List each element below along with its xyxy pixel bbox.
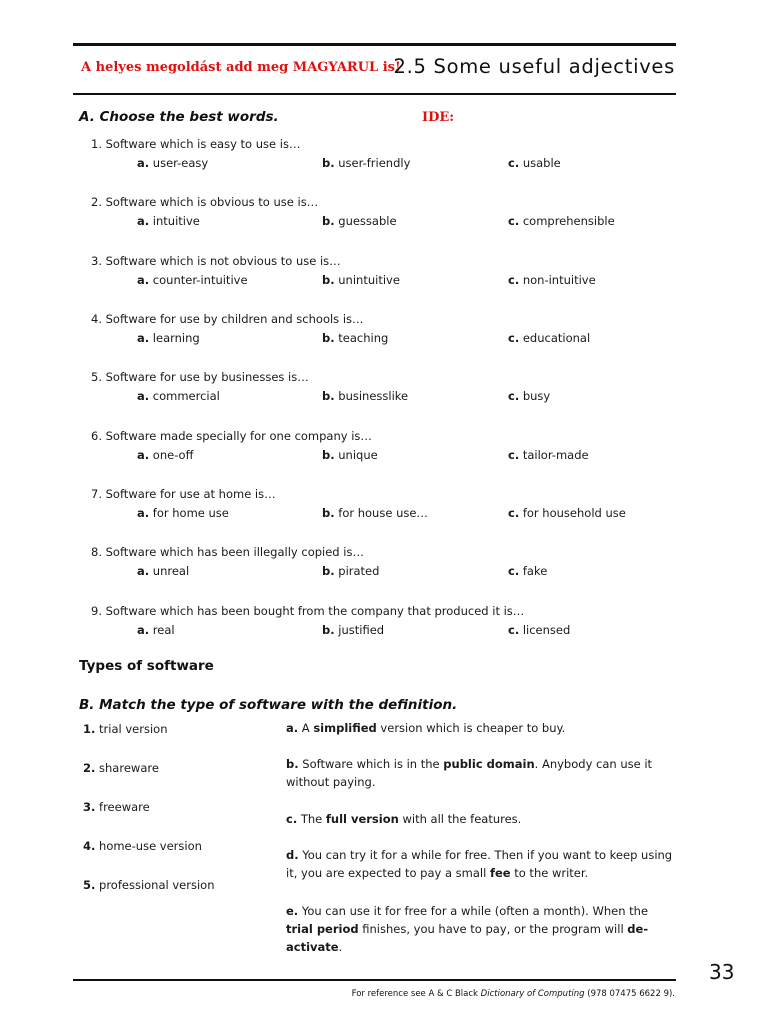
option-letter: c. <box>508 214 520 228</box>
term-number: 5. <box>83 878 96 892</box>
ref-prefix: For reference see A & C Black <box>351 989 481 999</box>
software-type-item <box>83 800 150 814</box>
question-stem: 2. Software which is obvious to use is… <box>91 195 319 209</box>
answer-option <box>508 331 590 345</box>
option-text: for home use <box>152 506 229 520</box>
footer-reference <box>352 989 675 999</box>
answer-option <box>322 564 379 578</box>
ref-suffix: (978 07475 6622 9). <box>584 989 675 999</box>
option-letter: b. <box>322 389 335 403</box>
option-text: intuitive <box>152 214 200 228</box>
term-text: shareware <box>99 761 159 775</box>
definition-text: . <box>338 940 343 954</box>
option-text: licensed <box>522 623 571 637</box>
term-number: 2. <box>83 761 96 775</box>
definition-text: You can use it for free for a while (often a month). When the <box>301 904 649 918</box>
option-letter: a. <box>137 156 150 170</box>
option-text: learning <box>152 331 200 345</box>
answer-option <box>322 156 410 170</box>
option-text: for house use… <box>338 506 428 520</box>
definition-text: Software which is in the <box>302 757 444 771</box>
option-text: unintuitive <box>338 273 400 287</box>
definition-item <box>286 755 678 791</box>
answer-option <box>508 564 547 578</box>
definition-item <box>286 719 678 737</box>
option-letter: a. <box>137 623 150 637</box>
definition-letter: e. <box>286 904 299 918</box>
definition-keyword: public domain <box>443 757 535 771</box>
option-letter: a. <box>137 506 150 520</box>
term-text: trial version <box>99 722 168 736</box>
option-letter: c. <box>508 506 520 520</box>
footer-rule <box>73 979 676 981</box>
software-type-item <box>83 722 167 736</box>
option-text: pirated <box>338 564 380 578</box>
answer-option <box>322 506 428 520</box>
section-a-heading: A. Choose the best words. <box>79 109 279 125</box>
option-text: teaching <box>338 331 389 345</box>
option-letter: b. <box>322 448 335 462</box>
definition-keyword: simplified <box>313 721 377 735</box>
term-text: freeware <box>99 800 150 814</box>
definition-keyword: trial period <box>286 922 359 936</box>
software-type-item <box>83 839 202 853</box>
hungarian-instruction: A helyes megoldást add meg MAGYARUL is! <box>81 60 401 75</box>
option-text: businesslike <box>338 389 409 403</box>
section-b-heading: B. Match the type of software with the definition. <box>79 697 458 713</box>
option-text: unique <box>338 448 378 462</box>
software-type-item <box>83 761 159 775</box>
option-text: commercial <box>152 389 220 403</box>
option-text: justified <box>338 623 385 637</box>
definition-text: . Anybody can use it without paying. <box>286 757 653 789</box>
option-letter: a. <box>137 448 150 462</box>
definition-item <box>286 902 678 956</box>
answer-option <box>322 623 384 637</box>
option-letter: b. <box>322 623 335 637</box>
term-text: professional version <box>99 878 215 892</box>
answer-option <box>137 623 175 637</box>
top-rule <box>73 43 676 46</box>
term-number: 1. <box>83 722 96 736</box>
answer-option <box>322 389 408 403</box>
definition-keyword: full version <box>325 812 399 826</box>
answer-option <box>322 331 388 345</box>
answer-option <box>508 506 626 520</box>
answer-option <box>137 273 248 287</box>
definition-letter: c. <box>286 812 298 826</box>
answer-option <box>322 214 397 228</box>
answer-option <box>137 331 200 345</box>
definition-keyword: de-activate <box>286 922 649 954</box>
definition-text: A <box>301 721 314 735</box>
option-letter: b. <box>322 273 335 287</box>
page-number: 33 <box>709 960 735 984</box>
option-letter: a. <box>137 389 150 403</box>
answer-option <box>137 506 229 520</box>
software-type-item <box>83 878 215 892</box>
option-text: usable <box>522 156 561 170</box>
term-text: home-use version <box>99 839 202 853</box>
option-text: real <box>152 623 175 637</box>
answer-option <box>137 564 189 578</box>
definition-item <box>286 846 678 882</box>
option-letter: c. <box>508 448 520 462</box>
option-text: comprehensible <box>522 214 615 228</box>
header-rule <box>73 93 676 95</box>
ref-title: Dictionary of Computing <box>480 989 585 999</box>
term-number: 4. <box>83 839 96 853</box>
definition-text: with all the features. <box>398 812 522 826</box>
answer-option <box>137 156 208 170</box>
answer-option <box>137 448 194 462</box>
question-stem: 9. Software which has been bought from the company that produced it is… <box>91 604 525 618</box>
option-text: one-off <box>152 448 194 462</box>
answer-option <box>137 214 200 228</box>
question-stem: 4. Software for use by children and schools is… <box>91 312 364 326</box>
answer-option <box>322 448 378 462</box>
definition-letter: a. <box>286 721 299 735</box>
option-letter: a. <box>137 564 150 578</box>
option-text: unreal <box>152 564 190 578</box>
option-text: busy <box>522 389 551 403</box>
definition-text: The <box>300 812 326 826</box>
option-text: fake <box>522 564 548 578</box>
answer-option <box>137 389 220 403</box>
answer-option <box>508 623 570 637</box>
option-text: educational <box>522 331 591 345</box>
option-letter: b. <box>322 564 335 578</box>
option-text: guessable <box>338 214 397 228</box>
option-letter: b. <box>322 506 335 520</box>
question-stem: 8. Software which has been illegally copied is… <box>91 545 364 559</box>
answer-option <box>508 448 589 462</box>
option-letter: c. <box>508 156 520 170</box>
answer-option <box>508 389 550 403</box>
option-letter: b. <box>322 156 335 170</box>
option-text: non-intuitive <box>522 273 596 287</box>
types-heading: Types of software <box>79 658 214 674</box>
option-text: user-easy <box>152 156 209 170</box>
option-letter: b. <box>322 331 335 345</box>
answer-option <box>508 156 561 170</box>
option-letter: a. <box>137 214 150 228</box>
term-number: 3. <box>83 800 96 814</box>
option-letter: a. <box>137 331 150 345</box>
definition-text: version which is cheaper to buy. <box>376 721 566 735</box>
definition-text: finishes, you have to pay, or the program will <box>358 922 628 936</box>
option-letter: c. <box>508 564 520 578</box>
option-letter: c. <box>508 389 520 403</box>
unit-title: 2.5 Some useful adjectives <box>393 55 675 78</box>
option-letter: c. <box>508 273 520 287</box>
definition-item <box>286 810 678 828</box>
question-stem: 1. Software which is easy to use is… <box>91 137 301 151</box>
definition-letter: d. <box>286 848 299 862</box>
option-text: for household use <box>522 506 626 520</box>
question-stem: 5. Software for use by businesses is… <box>91 370 309 384</box>
definition-text: to the writer. <box>510 866 589 880</box>
option-letter: a. <box>137 273 150 287</box>
answer-option <box>508 214 615 228</box>
answer-label: IDE: <box>422 110 455 125</box>
question-stem: 7. Software for use at home is… <box>91 487 276 501</box>
question-stem: 6. Software made specially for one company is… <box>91 429 372 443</box>
definition-keyword: fee <box>489 866 511 880</box>
option-letter: b. <box>322 214 335 228</box>
option-text: user-friendly <box>338 156 411 170</box>
option-text: counter-intuitive <box>152 273 248 287</box>
question-stem: 3. Software which is not obvious to use is… <box>91 254 341 268</box>
answer-option <box>508 273 596 287</box>
definition-text: You can try it for a while for free. Then if you want to keep using it, you are expected to pay a small <box>286 848 673 880</box>
answer-option <box>322 273 400 287</box>
option-letter: c. <box>508 623 520 637</box>
definition-letter: b. <box>286 757 299 771</box>
option-text: tailor-made <box>522 448 589 462</box>
option-letter: c. <box>508 331 520 345</box>
